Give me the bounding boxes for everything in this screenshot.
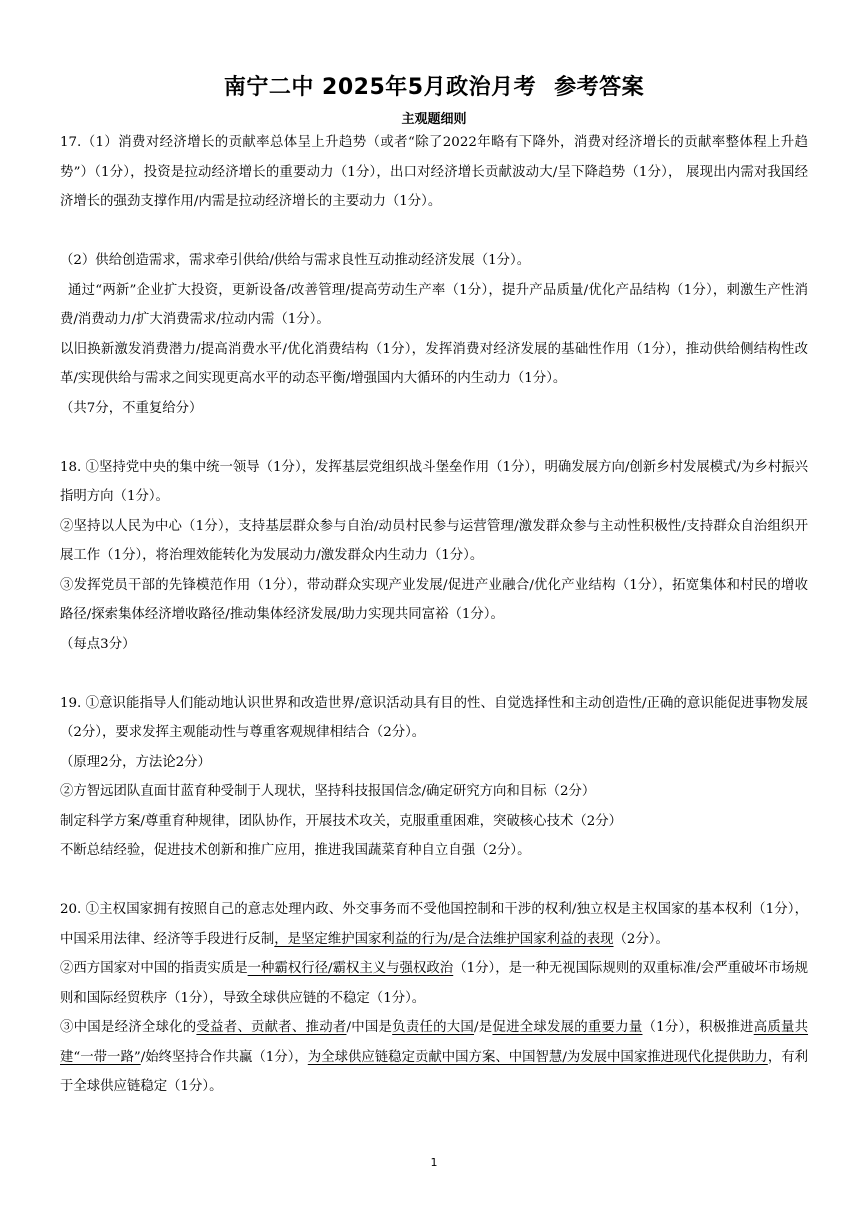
q19-paragraph-3: ②方智远团队直面甘蓝育种受制于人现状，坚持科技报国信念/确定研究方向和目标（2分） [60,784,596,799]
q18-note: （每点3分） [60,636,136,652]
page-title [0,70,868,101]
answer-content [60,128,808,1102]
q19-paragraph-1: 19. ①意识能指导人们能动地认识世界和改造世界/意识活动具有目的性、自觉选择性和主动创造性/正确的意识能促进事物发展（2分），要求发挥主观能动性与尊重客观规律相结合（2分）。 [60,695,808,740]
q19-paragraph-4: 制定科学方案/尊重育种规律，团队协作，开展技术攻关，克服重重困难，突破核心技术（2分） [60,813,623,829]
q17-paragraph-4: 以旧换新激发消费潜力/提高消费水平/优化消费结构（1分），发挥消费对经济发展的基础性作用（1分），推动供给侧结构性改革/实现供给与需求之间实现更高水平的动态平衡/增强国内大循环的内生动力（1分）。 [60,341,808,386]
q20-p3-text-a: ③中国是经济全球化的 [60,1020,197,1035]
q20-p2-underlined: 一种霸权行径/霸权主义与强权政治 [247,961,454,976]
q20-p3-text-c: /是 [474,1020,493,1035]
q17-note: （共7分，不重复给分） [60,400,203,416]
title-main: 南宁二中 2025年5月政治月考 [223,75,537,100]
q20-p3-underlined-4: 高质量共建“一带一路” [60,1020,809,1065]
q20-p1-text-b: （2分）。 [613,931,669,947]
q17-paragraph-1: 17.（1）消费对经济增长的贡献率总体呈上升趋势（或者“除了2022年略有下降外，消费对经济增长的贡献率整体程上升趋势”）（1分），投资是拉动经济增长的重要动力（1分），出口对经济增长贡献波动大/呈下降趋势（1分）， 展现出内需对我国经济增长的强劲支撑作用/内需是拉动经济增长的主要动力（1分）。 [60,135,808,209]
q17-paragraph-2: （2）供给创造需求，需求牵引供给/供给与需求良性互动推动经济发展（1分）。 [60,253,531,268]
q18-paragraph-1: 18. ①坚持党中央的集中统一领导（1分），发挥基层党组织战斗堡垒作用（1分），明确发展方向/创新乡村发展模式/为乡村振兴指明方向（1分）。 [60,459,808,504]
q20-p1-text-a: 20. ①主权国家拥有按照自己的意志处理内政、外交事务而不受他国控制和干涉的权利/独立权是主权国家的基本权利（1分），中国采用法律、经济等手段进行反制 [60,902,808,947]
q18-paragraph-3: ③发挥党员干部的先锋模范作用（1分），带动群众实现产业发展/促进产业融合/优化产业结构（1分），拓宽集体和村民的增收路径/探索集体经济增收路径/推动集体经济发展/助力实现共同富裕（1分）。 [60,577,808,622]
q20-p3-text-f: ，有利于全球供应链稳定（1分）。 [60,1049,808,1094]
q20-p3-underlined-5: 为全球供应链稳定贡献中国方案、中国智慧/为发展中国家推进现代化提供助力 [307,1049,768,1065]
q20-p3-text-e: /始终坚持合作共赢（1分）， [140,1049,308,1065]
q20-p2-text-b: （1分），是一种无视国际规则的双重标准/会严重破坏市场规则和国际经贸秩序（1分），导致全球供应链的不稳定（1分）。 [60,961,808,1006]
q19-paragraph-5: 不断总结经验，促进技术创新和推广应用，推进我国蔬菜育种自立自强（2分）。 [60,843,531,858]
title-sub: 参考答案 [554,75,645,100]
q20-p3-text-b: /中国是 [346,1020,393,1035]
q20-p3-underlined-2: 负责任的大国 [392,1020,475,1035]
q20-p1-underlined: ，是坚定维护国家利益的行为/是合法维护国家利益的表现 [274,931,614,947]
q20-p3-underlined-3: 促进全球发展的重要力量 [492,1020,643,1035]
q20-p2-text-a: ②西方国家对中国的指责实质是 [60,961,248,976]
q19-paragraph-2: （原理2分，方法论2分） [60,754,211,770]
q20-paragraph-3 [60,1013,808,1102]
q18-paragraph-2: ②坚持以人民为中心（1分），支持基层群众参与自治/动员村民参与运营管理/激发群众参与主动性积极性/支持群众自治组织开展工作（1分），将治理效能转化为发展动力/激发群众内生动力（1分）。 [60,518,808,563]
q20-paragraph-1 [60,895,808,954]
q20-paragraph-2 [60,954,808,1013]
section-subtitle: 主观题细则 [401,112,467,127]
page-number: 1 [430,1156,438,1169]
q20-p3-text-d: （1分），积极推进 [642,1020,754,1035]
q17-paragraph-3: 通过“两新”企业扩大投资，更新设备/改善管理/提高劳动生产率（1分），提升产品质量/优化产品结构（1分），刺激生产性消费/消费动力/扩大消费需求/拉动内需（1分）。 [60,282,808,327]
q20-p3-underlined-1: 受益者、贡献者、推动者 [196,1020,347,1035]
